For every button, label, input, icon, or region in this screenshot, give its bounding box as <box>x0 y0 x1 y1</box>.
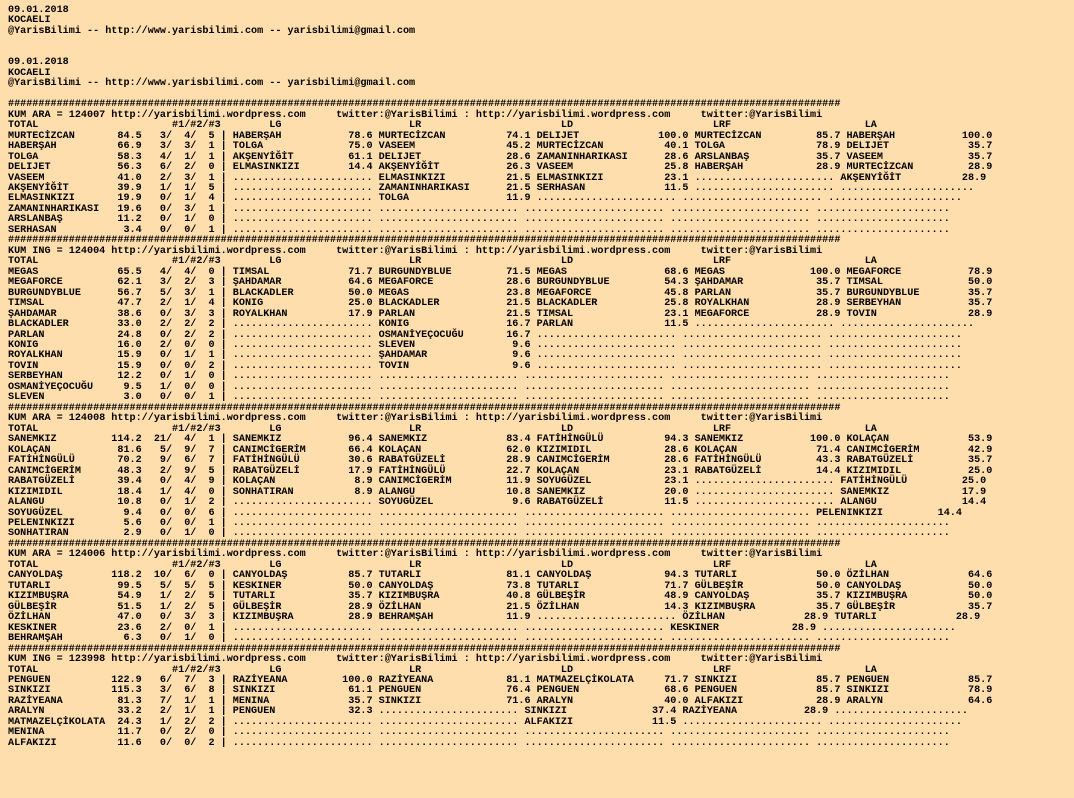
result-row: KOLAÇAN 81.6 5/ 9/ 7 | CANIMCİGERİM 66.4 KOLAÇAN 62.0 KIZIMIDIL 28.6 KOLAÇAN 71.4 CANIMCİGERİM 42.9 <box>8 444 993 456</box>
race-results-document <box>8 6 992 749</box>
result-row: SERHASAN 3.4 0/ 0/ 1 | ....................... ....................... ....................... ....................... ...................... <box>8 224 950 236</box>
result-row: MATMAZELÇİKOLATA 24.3 1/ 2/ 2 | ....................... ....................... ALFAKIZI 11.5 ....................... ...................... <box>8 716 962 728</box>
race-header: KUM ARA = 124006 http://yarisbilimi.wordpress.com twitter:@YarisBilimi : http://yarisbilimi.wordpress.com twitter:@YarisBilimi <box>8 549 823 561</box>
result-row: SINKIZI 115.3 3/ 6/ 8 | SINKIZI 61.1 PENGUEN 76.4 PENGUEN 68.6 PENGUEN 85.7 SINKIZI 78.9 <box>8 685 993 697</box>
result-row: KIZIMBUŞRA 54.9 1/ 2/ 5 | TUTARLI 35.7 KIZIMBUŞRA 40.8 GÜLBEŞİR 48.9 CANYOLDAŞ 35.7 KIZIMBUŞRA 50.0 <box>8 591 993 603</box>
result-row: BEHRAMŞAH 6.3 0/ 1/ 0 | ....................... ....................... ....................... ....................... ...................... <box>8 633 950 645</box>
result-row: ALFAKIZI 11.6 0/ 0/ 2 | ....................... ....................... ....................... ....................... ...................... <box>8 737 950 749</box>
result-row: ZAMANINHARIKASI 19.6 0/ 3/ 1 | ....................... ....................... ....................... ....................... ...................... <box>8 203 950 215</box>
blank-line <box>8 37 992 47</box>
result-row: ARALYN 33.2 2/ 1/ 1 | PENGUEN 32.3 ....................... SINKIZI 37.4 RAZİYEANA 28.9 ...................... <box>8 706 969 718</box>
result-row: ARSLANBAŞ 11.2 0/ 1/ 0 | ....................... ....................... ....................... ....................... ...................... <box>8 214 950 226</box>
section-divider: ######################################################################################################################################### <box>8 235 841 247</box>
result-row: KESKINER 23.6 2/ 0/ 1 | ....................... ....................... ....................... KESKINER 28.9 ...................... <box>8 622 956 634</box>
race-header: KUM ING = 123998 http://yarisbilimi.wordpress.com twitter:@YarisBilimi : http://yarisbilimi.wordpress.com twitter:@YarisBilimi <box>8 654 823 666</box>
result-row: CANYOLDAŞ 118.2 10/ 6/ 0 | CANYOLDAŞ 85.7 TUTARLI 81.1 CANYOLDAŞ 94.3 TUTARLI 50.0 ÖZİLHAN 64.6 <box>8 570 993 582</box>
result-row: TUTARLI 99.5 5/ 5/ 5 | KESKINER 50.0 CANYOLDAŞ 73.8 TUTARLI 71.7 GÜLBEŞİR 50.0 CANYOLDAŞ 50.0 <box>8 580 993 592</box>
result-row: MENINA 11.7 0/ 2/ 0 | ....................... ....................... ....................... ....................... ...................... <box>8 727 950 739</box>
column-header-row: TOTAL #1/#2/#3 LG LR LD LRF LA <box>8 664 877 676</box>
column-header-row: TOTAL #1/#2/#3 LG LR LD LRF LA <box>8 256 877 268</box>
section-divider: ######################################################################################################################################### <box>8 538 841 550</box>
result-row: BURGUNDYBLUE 56.7 5/ 3/ 1 | BLACKADLER 50.0 MEGAS 23.8 MEGAFORCE 45.8 PARLAN 35.7 BURGUNDYBLUE 35.7 <box>8 287 993 299</box>
race-header: KUM ARA = 124007 http://yarisbilimi.wordpress.com twitter:@YarisBilimi : http://yarisbilimi.wordpress.com twitter:@YarisBilimi <box>8 109 823 121</box>
result-row: ALANGU 10.8 0/ 1/ 2 | ....................... SOYUGÜZEL 9.6 RABATGÜZELİ 11.5 ....................... ALANGU 14.4 <box>8 497 987 509</box>
result-row: PELENINKIZI 5.6 0/ 0/ 1 | ....................... ....................... ....................... ....................... ...................... <box>8 517 950 529</box>
result-row: TIMSAL 47.7 2/ 1/ 4 | KONIG 25.0 BLACKADLER 21.5 BLACKADLER 25.8 ROYALKHAN 28.9 SERBEYHAN 35.7 <box>8 298 993 310</box>
result-row: VASEEM 41.0 2/ 3/ 1 | ....................... ELMASINKIZI 21.5 ELMASINKIZI 23.1 ....................... AKŞENYİĞİT 28.9 <box>8 172 987 184</box>
result-row: CANIMCİGERİM 48.3 2/ 9/ 5 | RABATGÜZELİ 17.9 FATİHİNGÜLÜ 22.7 KOLAÇAN 23.1 RABATGÜZELİ 14.4 KIZIMIDIL 25.0 <box>8 465 993 477</box>
result-row: HABERŞAH 66.9 3/ 3/ 1 | TOLGA 75.0 VASEEM 45.2 MURTECİZCAN 40.1 TOLGA 78.9 DELIJET 35.7 <box>8 141 993 153</box>
result-row: GÜLBEŞİR 51.5 1/ 2/ 5 | GÜLBEŞİR 28.9 ÖZİLHAN 21.5 ÖZİLHAN 14.3 KIZIMBUŞRA 35.7 GÜLBEŞİR 35.7 <box>8 601 993 613</box>
result-row: ROYALKHAN 15.9 0/ 1/ 1 | ....................... ŞAHDAMAR 9.6 ....................... ....................... ...................... <box>8 350 962 362</box>
text-line: @YarisBilimi -- http://www.yarisbilimi.com -- yarisbilimi@gmail.com <box>8 78 416 90</box>
race-header: KUM ING = 124004 http://yarisbilimi.wordpress.com twitter:@YarisBilimi : http://yarisbilimi.wordpress.com twitter:@YarisBilimi <box>8 245 823 257</box>
result-row: MEGAFORCE 62.1 3/ 2/ 3 | ŞAHDAMAR 64.6 MEGAFORCE 28.6 BURGUNDYBLUE 54.3 ŞAHDAMAR 35.7 TIMSAL 50.0 <box>8 277 993 289</box>
result-row: TOVIN 15.9 0/ 0/ 2 | ....................... TOVIN 9.6 ....................... ....................... ...................... <box>8 360 962 372</box>
column-header-row: TOTAL #1/#2/#3 LG LR LD LRF LA <box>8 120 877 132</box>
result-row: KIZIMIDIL 18.4 1/ 4/ 0 | SONHATIRAN 8.9 ALANGU 10.8 SANEMKIZ 20.0 ....................... SANEMKIZ 17.9 <box>8 486 987 498</box>
column-header-row: TOTAL #1/#2/#3 LG LR LD LRF LA <box>8 423 877 435</box>
result-row: FATİHİNGÜLÜ 70.2 9/ 6/ 7 | FATİHİNGÜLÜ 30.6 RABATGÜZELİ 28.9 CANIMCİGERİM 28.6 FATİHİNGÜLÜ 43.3 RABATGÜZELİ 35.7 <box>8 455 993 467</box>
result-row: SONHATIRAN 2.9 0/ 1/ 0 | ....................... ....................... ....................... ....................... ...................... <box>8 528 950 540</box>
text-line: KOCAELI <box>8 67 51 79</box>
result-row: SOYUGÜZEL 9.4 0/ 0/ 6 | ....................... ....................... ....................... ....................... PELENINKIZI 14.4 <box>8 507 962 519</box>
blank-line <box>8 48 992 58</box>
section-divider: ######################################################################################################################################### <box>8 402 841 414</box>
result-row: MURTECİZCAN 84.5 3/ 4/ 5 | HABERŞAH 78.6 MURTECİZCAN 74.1 DELIJET 100.0 MURTECİZCAN 85.7 HABERŞAH 100.0 <box>8 130 993 142</box>
section-divider: ######################################################################################################################################### <box>8 643 841 655</box>
result-row: MEGAS 65.5 4/ 4/ 0 | TIMSAL 71.7 BURGUNDYBLUE 71.5 MEGAS 68.6 MEGAS 100.0 MEGAFORCE 78.9 <box>8 266 993 278</box>
result-row: RAZİYEANA 81.3 7/ 1/ 1 | MENINA 35.7 SINKIZI 71.6 ARALYN 40.0 ALFAKIZI 28.9 ARALYN 64.6 <box>8 695 993 707</box>
result-row: DELIJET 56.3 6/ 2/ 0 | ELMASINKIZI 14.4 AKŞENYİĞİT 26.3 VASEEM 25.8 HABERŞAH 28.9 MURTECİZCAN 28.9 <box>8 162 993 174</box>
result-row: BLACKADLER 33.0 2/ 2/ 2 | ....................... KONIG 16.7 PARLAN 11.5 ....................... ...................... <box>8 319 975 331</box>
result-row: ÖZİLHAN 47.0 0/ 3/ 3 | KIZIMBUŞRA 28.9 BEHRAMŞAH 11.9 ....................... ÖZİLHAN 28.9 TUTARLI 28.9 <box>8 612 981 624</box>
result-row: PARLAN 24.8 0/ 2/ 2 | ....................... OSMANİYEÇOCUĞU 16.7 ....................... ....................... ...................... <box>8 329 962 341</box>
column-header-row: TOTAL #1/#2/#3 LG LR LD LRF LA <box>8 559 877 571</box>
result-row: SANEMKIZ 114.2 21/ 4/ 1 | SANEMKIZ 96.4 SANEMKIZ 83.4 FATİHİNGÜLÜ 94.3 SANEMKIZ 100.0 KOLAÇAN 53.9 <box>8 434 993 446</box>
result-row: KONIG 16.0 2/ 0/ 0 | ....................... SLEVEN 9.6 ....................... ....................... ...................... <box>8 340 962 351</box>
result-row: ELMASINKIZI 19.9 0/ 1/ 4 | ....................... TOLGA 11.9 ....................... ....................... ...................... <box>8 193 962 205</box>
text-line: 09.01.2018 <box>8 57 69 69</box>
result-row: SLEVEN 3.0 0/ 0/ 1 | ....................... ....................... ....................... ....................... ...................... <box>8 392 950 404</box>
result-row: ŞAHDAMAR 38.6 0/ 3/ 3 | ROYALKHAN 17.9 PARLAN 21.5 TIMSAL 23.1 MEGAFORCE 28.9 TOVIN 28.9 <box>8 308 993 320</box>
section-divider: ######################################################################################################################################### <box>8 99 841 111</box>
text-line: 09.01.2018 <box>8 5 69 16</box>
result-row: PENGUEN 122.9 6/ 7/ 3 | RAZİYEANA 100.0 RAZİYEANA 81.1 MATMAZELÇİKOLATA 71.7 SINKIZI 85.7 PENGUEN 85.7 <box>8 675 993 686</box>
result-row: TOLGA 58.3 4/ 1/ 1 | AKŞENYİĞİT 61.1 DELIJET 28.6 ZAMANINHARIKASI 28.6 ARSLANBAŞ 35.7 VASEEM 35.7 <box>8 151 993 163</box>
text-line: KOCAELI <box>8 15 51 27</box>
result-row: SERBEYHAN 12.2 0/ 1/ 0 | ....................... ....................... ....................... ....................... ...................... <box>8 371 950 383</box>
result-row: RABATGÜZELİ 39.4 0/ 4/ 9 | KOLAÇAN 8.9 CANIMCİGERİM 11.9 SOYUGÜZEL 23.1 ....................... FATİHİNGÜLÜ 25.0 <box>8 476 987 488</box>
result-row: OSMANİYEÇOCUĞU 9.5 1/ 0/ 0 | ....................... ....................... ....................... ....................... ...................... <box>8 381 950 393</box>
text-line: @YarisBilimi -- http://www.yarisbilimi.com -- yarisbilimi@gmail.com <box>8 25 416 37</box>
race-header: KUM ARA = 124008 http://yarisbilimi.wordpress.com twitter:@YarisBilimi : http://yarisbilimi.wordpress.com twitter:@YarisBilimi <box>8 413 823 425</box>
result-row: AKŞENYİĞİT 39.9 1/ 1/ 5 | ....................... ZAMANINHARIKASI 21.5 SERHASAN 11.5 ....................... ...................... <box>8 182 975 194</box>
